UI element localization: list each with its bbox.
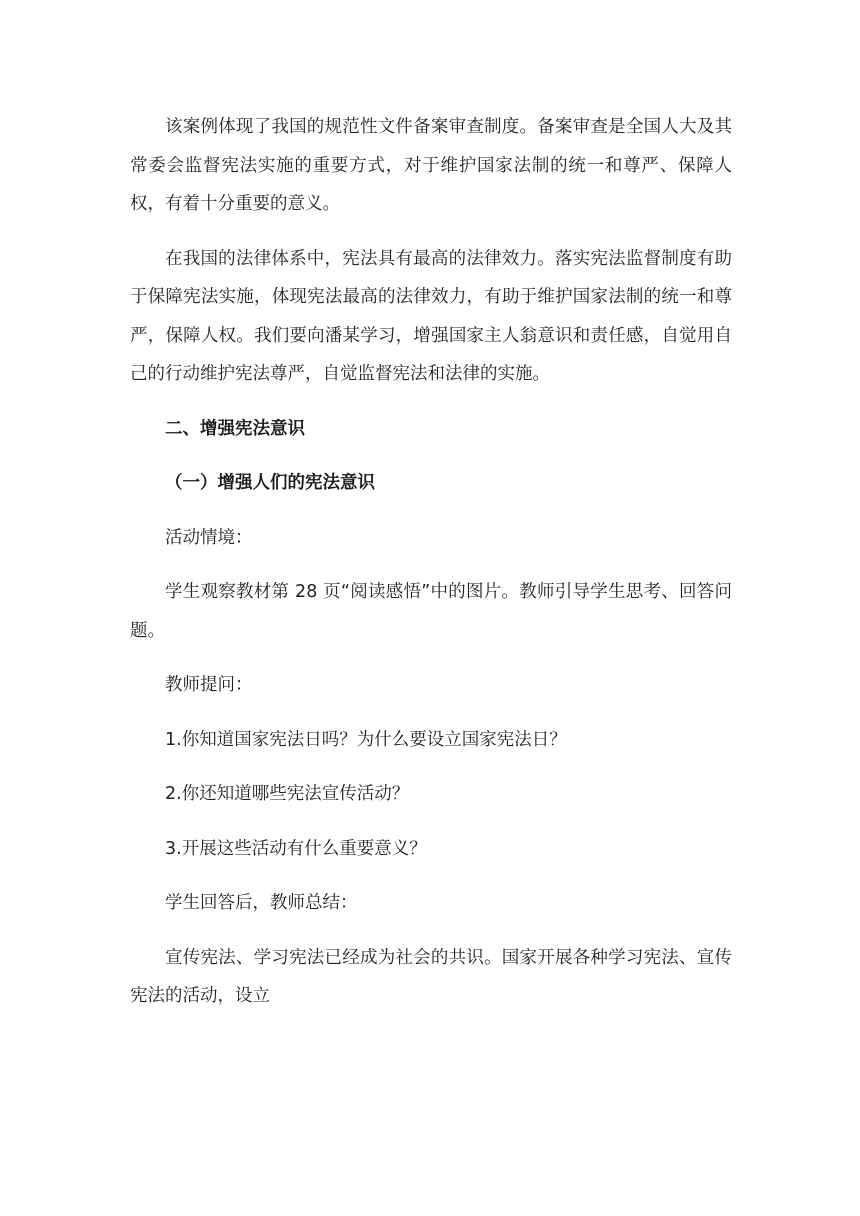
question-item-3: 3.开展这些活动有什么重要意义？ xyxy=(165,838,427,859)
document-body xyxy=(130,108,732,1032)
paragraph-summary-text: 宣传宪法、学习宪法已经成为社会的共识。国家开展各种学习宪法、宣传宪法的活动，设立 xyxy=(130,947,732,1006)
section-heading: 二、增强宪法意识 xyxy=(165,418,305,439)
question-item-2: 2.你还知道哪些宪法宣传活动？ xyxy=(165,784,410,804)
paragraph-teacher-question-label: 教师提问： xyxy=(165,675,253,695)
paragraph-constitution-supremacy: 在我国的法律体系中，宪法具有最高的法律效力。落实宪法监督制度有助于保障宪法实施，体现宪法最高的法律效力，有助于维护国家法制的统一和尊严，保障人权。我们要向潘某学习，增强国家主人翁意识和责任感，自觉用自己的行动维护宪法尊严，自觉监督宪法和法律的实施。 xyxy=(130,248,732,384)
paragraph-teacher-summary-label: 学生回答后，教师总结： xyxy=(165,893,358,913)
paragraph-case-summary: 该案例体现了我国的规范性文件备案审查制度。备案审查是全国人大及其常委会监督宪法实施的重要方式，对于维护国家法制的统一和尊严、保障人权，有着十分重要的意义。 xyxy=(130,117,732,214)
paragraph-activity-description: 学生观察教材第 28 页“阅读感悟”中的图片。教师引导学生思考、回答问题。 xyxy=(130,582,732,641)
paragraph-activity-label: 活动情境： xyxy=(165,527,253,548)
question-item-1: 1.你知道国家宪法日吗？为什么要设立国家宪法日？ xyxy=(165,729,567,750)
subsection-heading: （一）增强人们的宪法意识 xyxy=(165,473,375,493)
